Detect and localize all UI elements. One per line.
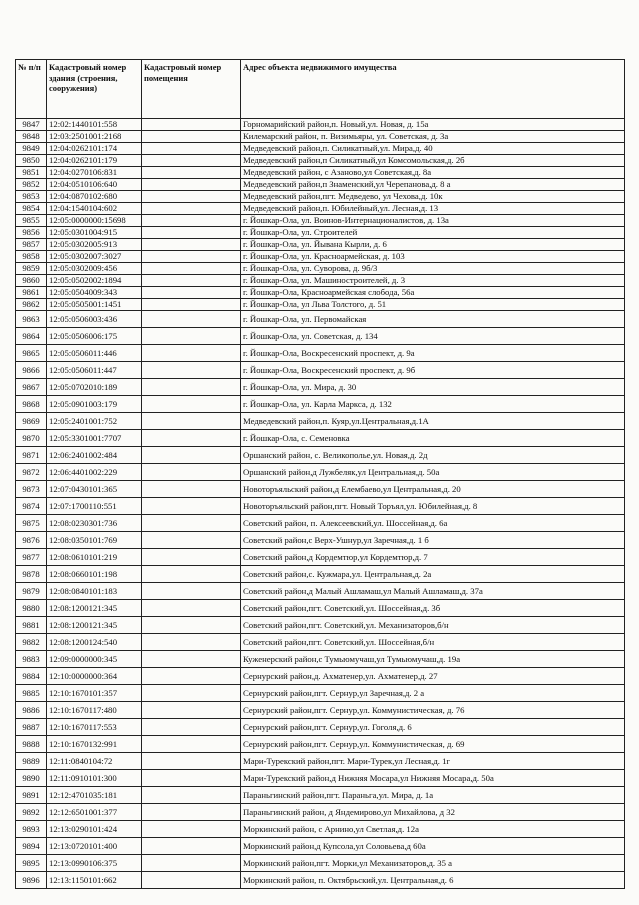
object-address: г. Йошкар-Ола, ул Льва Толстого, д. 51 [241, 299, 625, 311]
room-cadastral-number [142, 498, 241, 515]
object-address: Медведевский район,п Знаменский,ул Черепанова,д. 8 а [241, 179, 625, 191]
table-row [16, 131, 625, 143]
room-cadastral-number [142, 651, 241, 668]
row-number: 9858 [16, 251, 47, 263]
table-row [16, 821, 625, 838]
object-address: Сернурский район,д. Ахматенер,ул. Ахматенер,д. 27 [241, 668, 625, 685]
table-row [16, 532, 625, 549]
object-address: Килемарский район, п. Визимьяры, ул. Советская, д. 3а [241, 131, 625, 143]
row-number: 9851 [16, 167, 47, 179]
row-number: 9861 [16, 287, 47, 299]
object-address: г. Йошкар-Ола, Красноармейская слобода, 56а [241, 287, 625, 299]
table-row [16, 263, 625, 275]
object-address: Сернурский район,пгт. Сернур,ул Заречная,д. 2 а [241, 685, 625, 702]
room-cadastral-number [142, 396, 241, 413]
table-row [16, 855, 625, 872]
building-cadastral-number: 12:05:0502002:1894 [47, 275, 142, 287]
room-cadastral-number [142, 566, 241, 583]
room-cadastral-number [142, 143, 241, 155]
building-cadastral-number: 12:09:0000000:345 [47, 651, 142, 668]
row-number: 9891 [16, 787, 47, 804]
room-cadastral-number [142, 464, 241, 481]
object-address: г. Йошкар-Ола, ул. Суворова, д. 9б/3 [241, 263, 625, 275]
table-row [16, 239, 625, 251]
table-row [16, 838, 625, 855]
table-row [16, 787, 625, 804]
table-row [16, 413, 625, 430]
object-address: Медведевский район,п. Силикатный,ул. Мира,д. 40 [241, 143, 625, 155]
row-number: 9893 [16, 821, 47, 838]
row-number: 9856 [16, 227, 47, 239]
building-cadastral-number: 12:13:0990106:375 [47, 855, 142, 872]
table-row [16, 299, 625, 311]
building-cadastral-number: 12:08:0610101:219 [47, 549, 142, 566]
building-cadastral-number: 12:05:0302009:456 [47, 263, 142, 275]
room-cadastral-number [142, 191, 241, 203]
building-cadastral-number: 12:12:6501001:377 [47, 804, 142, 821]
row-number: 9885 [16, 685, 47, 702]
building-cadastral-number: 12:13:0720101:400 [47, 838, 142, 855]
header-room-cadastral: Кадастровый номер помещения [142, 60, 241, 119]
building-cadastral-number: 12:07:0430101:365 [47, 481, 142, 498]
object-address: Медведевский район,пгт. Медведево, ул Чехова,д. 10к [241, 191, 625, 203]
object-address: Советский район,с. Кужмара,ул. Центральная,д. 2а [241, 566, 625, 583]
object-address: г. Йошкар-Ола, Воскресенский проспект, д. 9а [241, 345, 625, 362]
room-cadastral-number [142, 251, 241, 263]
table-row [16, 143, 625, 155]
building-cadastral-number: 12:13:1150101:662 [47, 872, 142, 889]
row-number: 9894 [16, 838, 47, 855]
header-row [16, 60, 625, 119]
object-address: Моркинский район, с Арнино,ул Светлая,д. 12а [241, 821, 625, 838]
table-row [16, 227, 625, 239]
room-cadastral-number [142, 430, 241, 447]
table-row [16, 191, 625, 203]
building-cadastral-number: 12:08:0350101:769 [47, 532, 142, 549]
table-row [16, 328, 625, 345]
room-cadastral-number [142, 736, 241, 753]
table-row [16, 702, 625, 719]
table-row [16, 345, 625, 362]
building-cadastral-number: 12:08:0840101:183 [47, 583, 142, 600]
row-number: 9871 [16, 447, 47, 464]
table-row [16, 872, 625, 889]
row-number: 9895 [16, 855, 47, 872]
row-number: 9870 [16, 430, 47, 447]
room-cadastral-number [142, 311, 241, 328]
building-cadastral-number: 12:05:0506006:175 [47, 328, 142, 345]
row-number: 9868 [16, 396, 47, 413]
table-row [16, 275, 625, 287]
building-cadastral-number: 12:05:0302005:913 [47, 239, 142, 251]
room-cadastral-number [142, 263, 241, 275]
object-address: Мари-Турекский район,д Нижняя Мосара,ул Нижняя Мосара,д. 50а [241, 770, 625, 787]
building-cadastral-number: 12:05:0504009:343 [47, 287, 142, 299]
object-address: Новоторъяльский район,д Елембаево,ул Центральная,д. 20 [241, 481, 625, 498]
room-cadastral-number [142, 362, 241, 379]
table-row [16, 634, 625, 651]
table-row [16, 685, 625, 702]
object-address: Моркинский район, п. Октябрьский,ул. Центральная,д. 6 [241, 872, 625, 889]
room-cadastral-number [142, 668, 241, 685]
room-cadastral-number [142, 787, 241, 804]
row-number: 9852 [16, 179, 47, 191]
building-cadastral-number: 12:10:0000000:364 [47, 668, 142, 685]
object-address: Сернурский район,пгт. Сернур,ул. Коммунистическая, д. 76 [241, 702, 625, 719]
object-address: Моркинский район,пгт. Морки,ул Механизаторов,д. 35 а [241, 855, 625, 872]
row-number: 9874 [16, 498, 47, 515]
table-row [16, 155, 625, 167]
object-address: Советский район,д Кордемтюр,ул Кордемтюр,д. 7 [241, 549, 625, 566]
table-row [16, 430, 625, 447]
building-cadastral-number: 12:05:0506011:446 [47, 345, 142, 362]
room-cadastral-number [142, 167, 241, 179]
room-cadastral-number [142, 239, 241, 251]
table-row [16, 362, 625, 379]
room-cadastral-number [142, 617, 241, 634]
row-number: 9860 [16, 275, 47, 287]
room-cadastral-number [142, 131, 241, 143]
object-address: г. Йошкар-Ола, ул. Машиностроителей, д. 3 [241, 275, 625, 287]
row-number: 9896 [16, 872, 47, 889]
table-row [16, 804, 625, 821]
building-cadastral-number: 12:05:0505001:1451 [47, 299, 142, 311]
row-number: 9857 [16, 239, 47, 251]
table-row [16, 215, 625, 227]
object-address: Сернурский район,пгт. Сернур,ул. Коммунистическая, д. 69 [241, 736, 625, 753]
object-address: Моркинский район,д Купсола,ул Соловьева,д 60а [241, 838, 625, 855]
room-cadastral-number [142, 872, 241, 889]
object-address: Мари-Турекский район,пгт. Мари-Турек,ул Лесная,д. 1г [241, 753, 625, 770]
table-row [16, 600, 625, 617]
building-cadastral-number: 12:05:0506003:436 [47, 311, 142, 328]
row-number: 9873 [16, 481, 47, 498]
table-row [16, 464, 625, 481]
header-address: Адрес объекта недвижимого имущества [241, 60, 625, 119]
object-address: Горномарийский район,п. Новый,ул. Новая, д. 15а [241, 119, 625, 131]
room-cadastral-number [142, 203, 241, 215]
object-address: Советский район,с Верх-Ушнур,ул Заречная,д. 1 б [241, 532, 625, 549]
row-number: 9872 [16, 464, 47, 481]
row-number: 9890 [16, 770, 47, 787]
object-address: Советский район,д Малый Ашламаш,ул Малый Ашламаш,д. 37а [241, 583, 625, 600]
table-row [16, 379, 625, 396]
row-number: 9867 [16, 379, 47, 396]
row-number: 9855 [16, 215, 47, 227]
building-cadastral-number: 12:11:0840104:72 [47, 753, 142, 770]
row-number: 9882 [16, 634, 47, 651]
row-number: 9847 [16, 119, 47, 131]
table-row [16, 770, 625, 787]
table-row [16, 119, 625, 131]
object-address: Советский район,пгт. Советский,ул. Шоссейная,д. 3б [241, 600, 625, 617]
row-number: 9862 [16, 299, 47, 311]
row-number: 9886 [16, 702, 47, 719]
row-number: 9863 [16, 311, 47, 328]
table-row [16, 515, 625, 532]
object-address: г. Йошкар-Ола, Воскресенский проспект, д. 9б [241, 362, 625, 379]
object-address: Параньгинский район, д Яндемирово,ул Михайлова, д 32 [241, 804, 625, 821]
row-number: 9892 [16, 804, 47, 821]
room-cadastral-number [142, 719, 241, 736]
row-number: 9853 [16, 191, 47, 203]
table-row [16, 617, 625, 634]
room-cadastral-number [142, 275, 241, 287]
building-cadastral-number: 12:04:0270106:831 [47, 167, 142, 179]
table-row [16, 498, 625, 515]
room-cadastral-number [142, 179, 241, 191]
building-cadastral-number: 12:10:1670132:991 [47, 736, 142, 753]
room-cadastral-number [142, 287, 241, 299]
object-address: Сернурский район,пгт. Сернур,ул. Гоголя,д. 6 [241, 719, 625, 736]
table-row [16, 251, 625, 263]
table-row [16, 167, 625, 179]
room-cadastral-number [142, 328, 241, 345]
room-cadastral-number [142, 583, 241, 600]
table-row [16, 481, 625, 498]
row-number: 9875 [16, 515, 47, 532]
object-address: Оршанский район,д Лужбеляк,ул Центральная,д. 50а [241, 464, 625, 481]
object-address: Оршанский район, с. Великополье,ул. Новая,д. 2д [241, 447, 625, 464]
row-number: 9879 [16, 583, 47, 600]
object-address: г. Йошкар-Ола, ул. Йывана Кырли, д. 6 [241, 239, 625, 251]
building-cadastral-number: 12:05:0302007:3027 [47, 251, 142, 263]
room-cadastral-number [142, 299, 241, 311]
object-address: г. Йошкар-Ола, ул. Первомайская [241, 311, 625, 328]
table-row [16, 396, 625, 413]
table-row [16, 287, 625, 299]
row-number: 9889 [16, 753, 47, 770]
room-cadastral-number [142, 821, 241, 838]
object-address: г. Йошкар-Ола, ул. Воинов-Интернационалистов, д. 13а [241, 215, 625, 227]
building-cadastral-number: 12:08:1200121:345 [47, 617, 142, 634]
building-cadastral-number: 12:10:1670117:553 [47, 719, 142, 736]
row-number: 9884 [16, 668, 47, 685]
row-number: 9878 [16, 566, 47, 583]
table-row [16, 179, 625, 191]
building-cadastral-number: 12:03:2501001:2168 [47, 131, 142, 143]
table-row [16, 447, 625, 464]
building-cadastral-number: 12:04:0870102:680 [47, 191, 142, 203]
building-cadastral-number: 12:06:2401002:484 [47, 447, 142, 464]
object-address: Медведевский район,п. Юбилейный,ул. Лесная,д. 13 [241, 203, 625, 215]
table-row [16, 566, 625, 583]
room-cadastral-number [142, 413, 241, 430]
room-cadastral-number [142, 481, 241, 498]
object-address: Советский район,пгт. Советский,ул. Шоссейная,б/н [241, 634, 625, 651]
table-row [16, 736, 625, 753]
row-number: 9888 [16, 736, 47, 753]
table-body [16, 119, 625, 889]
room-cadastral-number [142, 753, 241, 770]
table-row [16, 203, 625, 215]
row-number: 9887 [16, 719, 47, 736]
row-number: 9850 [16, 155, 47, 167]
building-cadastral-number: 12:06:4401002:229 [47, 464, 142, 481]
building-cadastral-number: 12:04:0262101:174 [47, 143, 142, 155]
room-cadastral-number [142, 855, 241, 872]
object-address: г. Йошкар-Ола, ул. Мира, д. 30 [241, 379, 625, 396]
object-address: г. Йошкар-Ола, с. Семеновка [241, 430, 625, 447]
building-cadastral-number: 12:08:1200124:540 [47, 634, 142, 651]
header-building-cadastral: Кадастровый номер здания (строения, сооружения) [47, 60, 142, 119]
room-cadastral-number [142, 770, 241, 787]
row-number: 9880 [16, 600, 47, 617]
table-row [16, 311, 625, 328]
building-cadastral-number: 12:13:0290101:424 [47, 821, 142, 838]
room-cadastral-number [142, 515, 241, 532]
object-address: Советский район, п. Алексеевский,ул. Шоссейная,д. 6а [241, 515, 625, 532]
building-cadastral-number: 12:08:1200121:345 [47, 600, 142, 617]
building-cadastral-number: 12:05:0301004:915 [47, 227, 142, 239]
building-cadastral-number: 12:08:0660101:198 [47, 566, 142, 583]
row-number: 9883 [16, 651, 47, 668]
room-cadastral-number [142, 345, 241, 362]
room-cadastral-number [142, 532, 241, 549]
table-row [16, 753, 625, 770]
object-address: Куженерский район,с Тумьюмучаш,ул Тумьюмучаш,д. 19а [241, 651, 625, 668]
property-registry-table [15, 59, 625, 889]
building-cadastral-number: 12:04:1540104:602 [47, 203, 142, 215]
row-number: 9877 [16, 549, 47, 566]
room-cadastral-number [142, 685, 241, 702]
object-address: г. Йошкар-Ола, ул. Советская, д. 134 [241, 328, 625, 345]
table-row [16, 583, 625, 600]
object-address: Медведевский район,п. Куяр,ул.Центральная,д.1А [241, 413, 625, 430]
row-number: 9866 [16, 362, 47, 379]
room-cadastral-number [142, 155, 241, 167]
table-row [16, 549, 625, 566]
row-number: 9869 [16, 413, 47, 430]
building-cadastral-number: 12:05:0506011:447 [47, 362, 142, 379]
row-number: 9849 [16, 143, 47, 155]
object-address: Медведевский район, с Азаново,ул Советская,д. 8а [241, 167, 625, 179]
building-cadastral-number: 12:05:0702010:189 [47, 379, 142, 396]
row-number: 9859 [16, 263, 47, 275]
room-cadastral-number [142, 227, 241, 239]
room-cadastral-number [142, 549, 241, 566]
room-cadastral-number [142, 119, 241, 131]
building-cadastral-number: 12:04:0262101:179 [47, 155, 142, 167]
row-number: 9876 [16, 532, 47, 549]
building-cadastral-number: 12:02:1440101:558 [47, 119, 142, 131]
table-row [16, 651, 625, 668]
building-cadastral-number: 12:05:2401001:752 [47, 413, 142, 430]
building-cadastral-number: 12:10:1670101:357 [47, 685, 142, 702]
room-cadastral-number [142, 600, 241, 617]
building-cadastral-number: 12:10:1670117:480 [47, 702, 142, 719]
row-number: 9848 [16, 131, 47, 143]
row-number: 9864 [16, 328, 47, 345]
room-cadastral-number [142, 447, 241, 464]
building-cadastral-number: 12:08:0230301:736 [47, 515, 142, 532]
table-row [16, 719, 625, 736]
room-cadastral-number [142, 702, 241, 719]
building-cadastral-number: 12:04:0510106:640 [47, 179, 142, 191]
object-address: г. Йошкар-Ола, ул. Строителей [241, 227, 625, 239]
table-row [16, 668, 625, 685]
room-cadastral-number [142, 634, 241, 651]
room-cadastral-number [142, 215, 241, 227]
room-cadastral-number [142, 838, 241, 855]
room-cadastral-number [142, 804, 241, 821]
building-cadastral-number: 12:05:0000000:15698 [47, 215, 142, 227]
building-cadastral-number: 12:07:1700110:551 [47, 498, 142, 515]
object-address: Медведевский район,п Силикатный,ул Комсомольская,д. 2б [241, 155, 625, 167]
object-address: Советский район,пгт. Советский,ул. Механизаторов,б/н [241, 617, 625, 634]
building-cadastral-number: 12:05:0901003:179 [47, 396, 142, 413]
object-address: Параньгинский район,пгт. Параньга,ул. Мира, д. 1а [241, 787, 625, 804]
object-address: г. Йошкар-Ола, ул. Карла Маркса, д. 132 [241, 396, 625, 413]
building-cadastral-number: 12:05:3301001:7707 [47, 430, 142, 447]
building-cadastral-number: 12:12:4701035:181 [47, 787, 142, 804]
room-cadastral-number [142, 379, 241, 396]
object-address: Новоторъяльский район,пгт. Новый Торъял,ул. Юбилейная,д. 8 [241, 498, 625, 515]
row-number: 9854 [16, 203, 47, 215]
header-num: № п/п [16, 60, 47, 119]
object-address: г. Йошкар-Ола, ул. Красноармейская, д. 103 [241, 251, 625, 263]
row-number: 9881 [16, 617, 47, 634]
row-number: 9865 [16, 345, 47, 362]
building-cadastral-number: 12:11:0910101:300 [47, 770, 142, 787]
